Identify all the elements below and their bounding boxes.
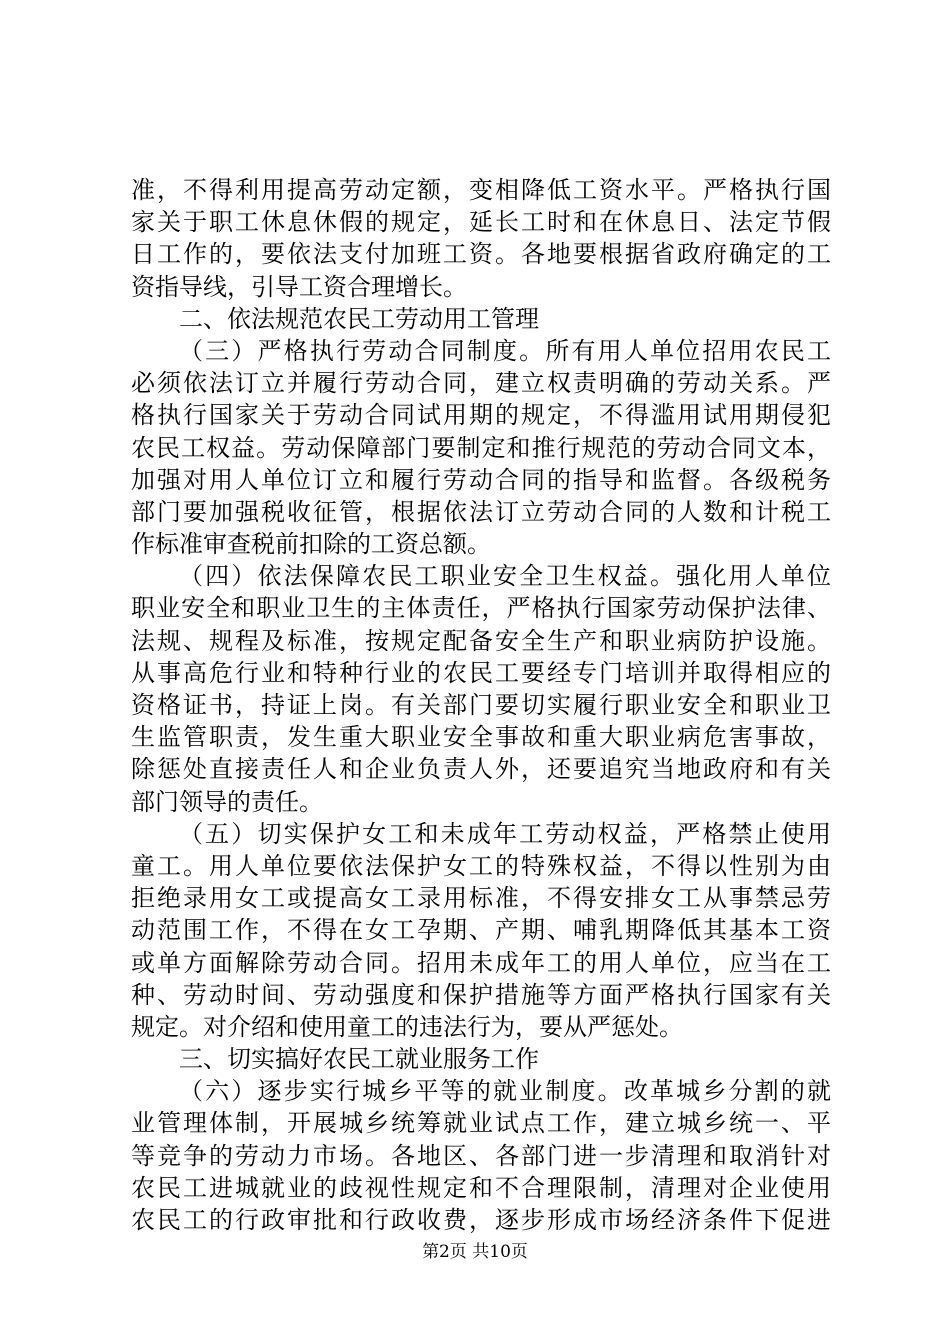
paragraph-first-line: （六）逐步实行城乡平等的就业制度。改革城乡分割的就: [179, 1077, 831, 1106]
paragraph-line: 除惩处直接责任人和企业负责人外，还要追究当地政府和有关: [131, 755, 831, 784]
paragraph-line: 或单方面解除劳动合同。招用未成年工的用人单位，应当在工: [131, 948, 831, 977]
paragraph-first-line: 准，不得利用提高劳动定额，变相降低工资水平。严格执行国: [131, 176, 831, 204]
paragraph-line: 法规、规程及标准，按规定配备安全生产和职业病防护设施。: [131, 626, 831, 655]
paragraph-line: 格执行国家关于劳动合同试用期的规定，不得滥用试用期侵犯: [131, 401, 831, 430]
paragraph-line: 部门要加强税收征管，根据依法订立劳动合同的人数和计税工: [131, 497, 831, 526]
paragraph-first-line: 三、切实搞好农民工就业服务工作: [179, 1045, 539, 1074]
paragraph-line: 拒绝录用女工或提高女工录用标准，不得安排女工从事禁忌劳: [131, 884, 831, 913]
paragraph-line: 动范围工作，不得在女工孕期、产期、哺乳期降低其基本工资: [131, 916, 831, 945]
page-footer: 第2页 共10页: [422, 1242, 528, 1262]
paragraph-line: 农民工进城就业的歧视性规定和不合理限制，清理对企业使用: [131, 1173, 831, 1202]
paragraph-line: 等竞争的劳动力市场。各地区、各部门进一步清理和取消针对: [131, 1141, 831, 1170]
paragraph-line: 种、劳动时间、劳动强度和保护措施等方面严格执行国家有关: [131, 980, 831, 1009]
paragraph-line: 业管理体制，开展城乡统筹就业试点工作，建立城乡统一、平: [131, 1109, 831, 1138]
paragraph-line: 资指导线，引导工资合理增长。: [131, 272, 467, 301]
paragraph-line: 职业安全和职业卫生的主体责任，严格执行国家劳动保护法律、: [131, 594, 831, 623]
document-body: [131, 174, 831, 1236]
paragraph-line: 规定。对介绍和使用童工的违法行为，要从严惩处。: [131, 1012, 683, 1041]
paragraph-line: 必须依法订立并履行劳动合同，建立权责明确的劳动关系。严: [131, 369, 831, 398]
paragraph-line: 童工。用人单位要依法保护女工的特殊权益，不得以性别为由: [131, 851, 831, 880]
paragraph-line: 作标准审查税前扣除的工资总额。: [131, 530, 491, 559]
paragraph-line: 资格证书，持证上岗。有关部门要切实履行职业安全和职业卫: [131, 691, 831, 719]
paragraph-line: 日工作的，要依法支付加班工资。各地要根据省政府确定的工: [131, 240, 831, 269]
paragraph-first-line: 二、依法规范农民工劳动用工管理: [179, 304, 539, 333]
paragraph-first-line: （五）切实保护女工和未成年工劳动权益，严格禁止使用: [179, 819, 831, 848]
paragraph-line: 从事高危行业和特种行业的农民工要经专门培训并取得相应的: [131, 658, 831, 687]
paragraph-line: 加强对用人单位订立和履行劳动合同的指导和监督。各级税务: [131, 465, 831, 494]
paragraph-line: 部门领导的责任。: [131, 787, 323, 816]
paragraph-line: 生监管职责，发生重大职业安全事故和重大职业病危害事故，: [131, 723, 831, 752]
paragraph-first-line: （四）依法保障农民工职业安全卫生权益。强化用人单位: [179, 562, 831, 591]
paragraph-line: 家关于职工休息休假的规定，延长工时和在休息日、法定节假: [131, 208, 831, 237]
paragraph-line: 农民工的行政审批和行政收费，逐步形成市场经济条件下促进: [131, 1206, 831, 1234]
paragraph-first-line: （三）严格执行劳动合同制度。所有用人单位招用农民工: [179, 336, 831, 365]
paragraph-line: 农民工权益。劳动保障部门要制定和推行规范的劳动合同文本，: [131, 433, 831, 462]
